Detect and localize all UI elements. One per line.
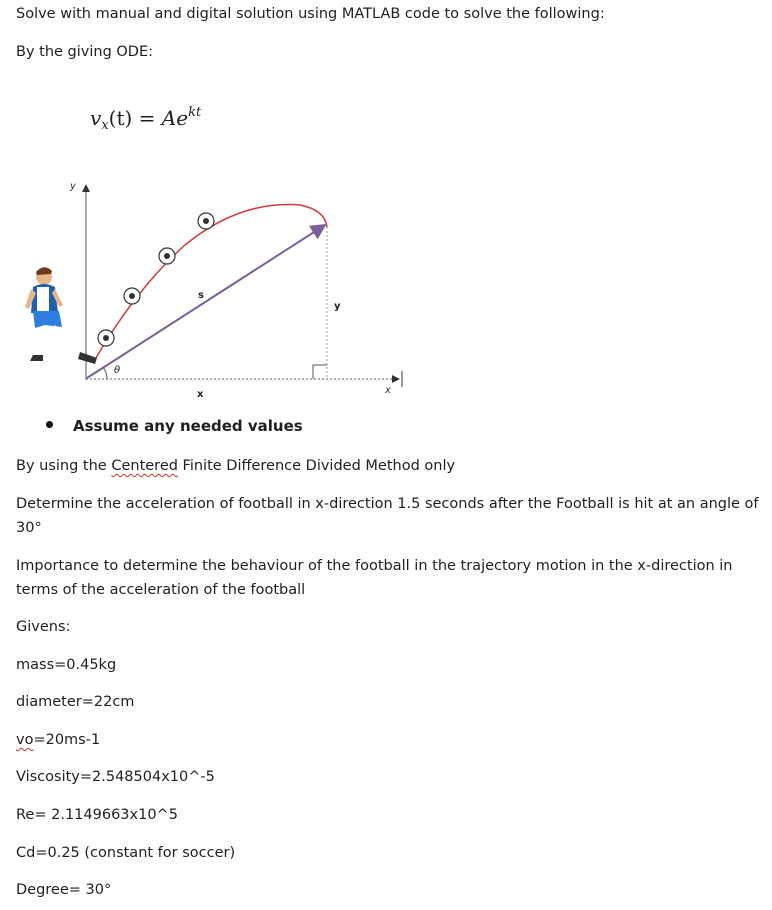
x-axis-label: x xyxy=(385,385,391,396)
intro-text: By the giving ODE: xyxy=(16,44,154,60)
method-text xyxy=(16,455,455,477)
given-re: Re= 2.1149663x10^5 xyxy=(16,807,178,823)
eq-lhs-arg: (t) xyxy=(108,106,133,130)
given-viscosity: Viscosity=2.548504x10^-5 xyxy=(16,769,215,785)
vo-label: vo xyxy=(16,732,34,748)
ball-icon xyxy=(124,288,140,304)
assumption-bullet xyxy=(46,417,303,435)
method-underlined: Centered xyxy=(111,458,178,474)
given-cd: Cd=0.25 (constant for soccer) xyxy=(16,845,236,861)
given-degree: Degree= 30° xyxy=(16,882,112,898)
s-label: s xyxy=(198,290,204,301)
eq-rhs-exp: kt xyxy=(188,105,202,120)
eq-sign: = xyxy=(138,106,156,130)
right-angle-marker xyxy=(313,365,327,379)
angle-arc xyxy=(103,367,107,379)
method-suffix: Finite Difference Divided Method only xyxy=(182,458,456,474)
assumption-text: Assume any needed values xyxy=(73,417,303,435)
eq-lhs-var: v xyxy=(90,106,102,130)
y-label: y xyxy=(334,301,341,312)
y-axis-label: y xyxy=(70,181,76,192)
given-mass: mass=0.45kg xyxy=(16,657,117,673)
method-prefix: By using the xyxy=(16,458,107,474)
ball-icon xyxy=(159,248,175,264)
given-diameter: diameter=22cm xyxy=(16,694,135,710)
x-label: x xyxy=(197,389,204,400)
importance-text: Importance to determine the behaviour of the football in the trajectory motion in the x-direction in terms of the acceleration of the football xyxy=(16,558,733,598)
eq-rhs-base: Ae xyxy=(161,106,189,130)
task-text: Determine the acceleration of football in x-direction 1.5 seconds after the Football is hit at an angle of 30° xyxy=(16,496,759,536)
trajectory-diagram xyxy=(25,175,415,410)
ball-icon xyxy=(98,330,114,346)
givens-title: Givens: xyxy=(16,619,71,635)
given-vo xyxy=(16,729,100,751)
eq-lhs-sub: x xyxy=(101,118,109,133)
bullet-dot-icon xyxy=(46,421,53,428)
ode-equation xyxy=(90,105,201,133)
displacement-vector xyxy=(87,225,325,378)
ball-icon xyxy=(198,213,214,229)
theta-label: θ xyxy=(114,365,121,376)
instruction-text: Solve with manual and digital solution using MATLAB code to solve the following: xyxy=(16,6,605,22)
vo-value: =20ms-1 xyxy=(33,732,101,748)
